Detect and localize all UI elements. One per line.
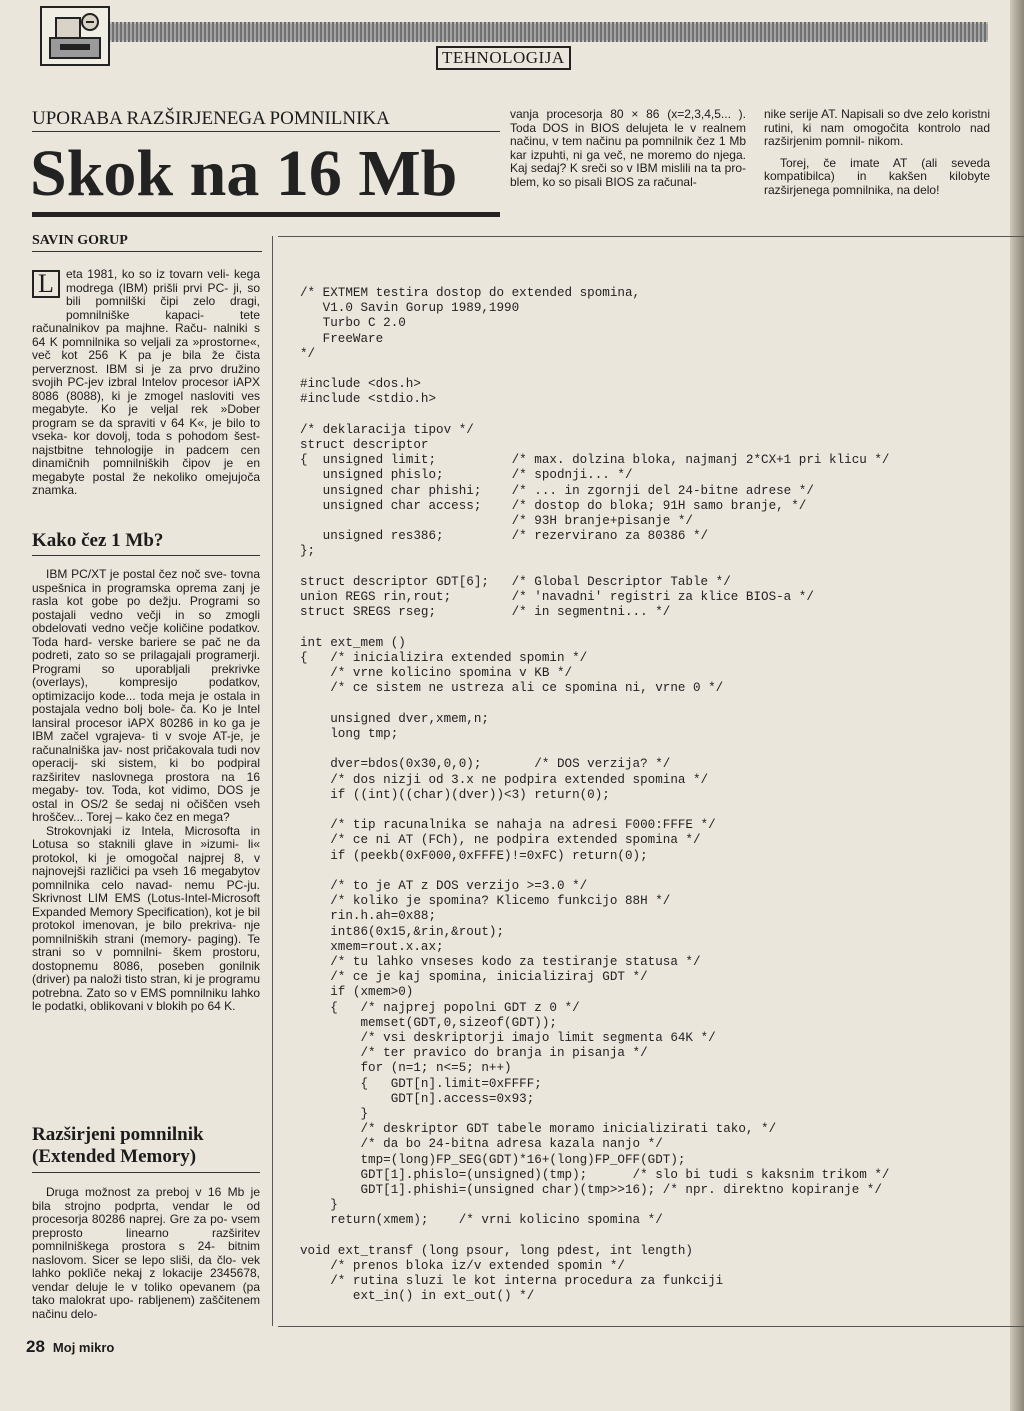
title-rule (32, 212, 500, 217)
intro-column-2-para-1: nike serije AT. Napisali so dve zelo koristni rutini, ki nam omogočita kontrolo nad razširjenim pomnil- nikom. (764, 107, 990, 148)
code-box-top-rule (278, 236, 1024, 237)
drop-cap: L (32, 270, 60, 298)
author: SAVIN GORUP (32, 233, 128, 248)
page-footer (26, 1337, 114, 1357)
code-box-bottom-rule (278, 1326, 1024, 1327)
header-band-shade (40, 24, 988, 40)
intro-column-1: vanja procesorja 80 × 86 (x=2,3,4,5... ). Toda DOS in BIOS delujeta le v realnem načinu, v tem načinu pa pomnilnik čez 1 Mb kar izpuhti, ni ga več, ne moremo do njega. Kaj sedaj? K sreči so v IBM mislili na ta pro- blem, ko so pisali BIOS za računal- (510, 107, 746, 189)
lead-paragraph-body (32, 268, 260, 498)
body-paragraph-2 (32, 568, 260, 1014)
intro-column-2-para-2: Torej, če imate AT (ali seveda kompatibilca) in kakšen kilobyte razširjenega pomnilnika, na delo! (764, 155, 990, 197)
section-logo-icon (40, 6, 110, 66)
magazine-name: Moj mikro (52, 1340, 115, 1355)
para-2-text: IBM PC/XT je postal čez noč sve- tovna uspešnica in programska oprema zanj je rasla kot gobe po dežju. Programi so postajali vedno večji in so zmogli obdelovati vedno večje količine podatkov. Toda hard- verske bariere se pač ne da podreti, zato so se prilagajali programerji. Programi so uporabljali prekrivke (overlays), kompresijo podatkov, optimizacijo kode... toda meja je ostala in postajala vedno bolj bole- ča. Ko je Intel lansiral procesor iAPX 80286 in ko ga je IBM začel vgrajeva- ti v svoje AT-je, je računalniška jav- nost pričakovala tudi nov operacij- ski sistem, ki bo podpiral razširitev naslovnega prostora na 16 megaby- tov. Toda, kot vidimo, DOS je ostal in OS/2 še sedaj ni očiščen vseh hroščev... Torej – kako čez en mega? (32, 567, 260, 824)
author-rule (32, 251, 262, 252)
kicker-rule (32, 131, 500, 132)
lead-paragraph-text: eta 1981, ko so iz tovarn veli- kega modrega (IBM) prišli prvi PC- ji, so bili pomnilški čipi zelo dragi, pomnilniške kapaci- tete računalnikov pa majhne. Raču- nalniki s 64 K pomnilnika so veljali za »prostorne«, več kot 256 K pa je bila že čista perverznost. IBM si je za prvo družino svojih PC-jev izbral Intelov procesor iAPX 8086 (8088), ki je zmogel nasloviti ves megabyte. Ko je veljal rek »Dober program se da spraviti v 64 K«, je bilo to vseka- kor dovolj, toda s pohodom šest- najstbitne tehnologije in padcem cen dinamičnih pomnilniških čipov je en megabyte postal že nekoliko omejujoča znamka. (32, 267, 260, 497)
kicker: UPORABA RAZŠIRJENEGA POMNILNIKA (32, 108, 390, 129)
body-paragraph-4: Druga možnost za preboj v 16 Mb je bila strojno podprta, vendar le od procesorja 80286 naprej. Gre za po- vsem preprosto linearno razširitev pomnilniškega prostora s 24- bitnim naslovom. Sicer se lepo sliši, da člo- vek lahko poklìče nekaj z lokacije 2345678, vendar deluje le v toliko opevanem (pa tako malokrat upo- rabljenem) zaščitenem načinu delo- (32, 1185, 260, 1321)
subheading-2: Razširjeni pomnilnik (Extended Memory) (32, 1124, 204, 1167)
code-listing: /* EXTMEM testira dostop do extended spomina, V1.0 Savin Gorup 1989,1990 Turbo C 2.0 FreeWare */ #include <dos.h> #include <stdio.h> /* deklaracija tipov */ struct descriptor { unsigned limit; /* max. dolzina bloka, najmanj 2*CX+1 pri klicu */ unsigned phislo; /* spodnji... */ unsigned char phishi; /* ... in zgornji del 24-bitne adrese */ unsigned char access; /* dostop do bloka; 91H samo branje, */ /* 93H branje+pisanje */ unsigned res386; /* rezervirano za 80386 */ }; struct descriptor GDT[6]; /* Global Descriptor Table */ union REGS rin,rout; /* 'navadni' registri za klice BIOS-a */ struct SREGS rseg; /* in segmentni... */ int ext_mem () { /* inicializira extended spomin */ /* vrne kolicino spomina v KB */ /* ce sistem ne ustreza ali ce spomina ni, vrne 0 */ unsigned dver,xmem,n; long tmp; dver=bdos(0x30,0,0); /* DOS verzija? */ /* dos nizji od 3.x ne podpira extended spomina */ if ((int)((char)(dver))<3) return(0); /* tip racunalnika se nahaja na adresi F000:FFFE */ /* ce ni AT (FCh), ne podpira extended spomina */ if (peekb(0xF000,0xFFFE)!=0xFC) return(0); /* to je AT z DOS verzijo >=3.0 */ /* koliko je spomina? Klicemo funkcijo 88H */ rin.h.ah=0x88; int86(0x15,&rin,&rout); xmem=rout.x.ax; /* tu lahko vnseses kodo za testiranje statusa */ /* ce je kaj spomina, inicializiraj GDT */ if (xmem>0) { /* najprej popolni GDT z 0 */ memset(GDT,0,sizeof(GDT)); /* vsi deskriptorji imajo limit segmenta 64K */ /* ter pravico do branja in pisanja */ for (n=1; n<=5; n++) { GDT[n].limit=0xFFFF; GDT[n].access=0x93; } /* deskriptor GDT tabele moramo inicializirati tako, */ /* da bo 24-bitna adresa kazala nanjo */ tmp=(long)FP_SEG(GDT)*16+(long)FP_OFF(GDT); GDT[1].phislo=(unsigned)(tmp); /* slo bi tudi s kaksnim trikom */ GDT[1].phishi=(unsigned char)(tmp>>16); /* npr. direktno kopiranje */ } return(xmem); /* vrni kolicino spomina */ void ext_transf (long psour, long pdest, int length) /* prenos bloka iz/v extended spomin */ /* rutina sluzi le kot interna procedura za funkciji ext_in() in ext_out() */ (300, 286, 890, 1304)
intro-column-2 (764, 108, 990, 197)
article-title: Skok na 16 Mb (30, 137, 458, 210)
subheading-1-rule (32, 555, 260, 556)
para-3-text: Strokovnjaki iz Intela, Microsofta in Lotusa so staknili glave in »izumi- li« protokol, ki je omogočal najprej 8, v najnovejši različici pa vseh 16 megabytov pomnilnika celo navad- nemu PC-ju. Skrivnost LIM EMS (Lotus-Intel-Microsoft Expanded Memory Specification), kot je bil protokol imenovan, je bilo prekriva- nje pomnilniških strani (memory- paging). Te strani so v pomnilni- škem prostoru, dostopnemu 8086, poseben gonilnik (driver) pa naloži tisto stran, ki je programu potrebna. Zato so v EMS pomnilniku lahko le podatki, oblikovani v blokih po 64 K. (32, 823, 260, 1013)
page-number: 28 (26, 1337, 45, 1356)
column-divider (272, 236, 273, 1326)
section-label: TEHNOLOGIJA (436, 46, 571, 70)
subheading-2-rule (32, 1172, 260, 1173)
subheading-1: Kako čez 1 Mb? (32, 530, 164, 551)
